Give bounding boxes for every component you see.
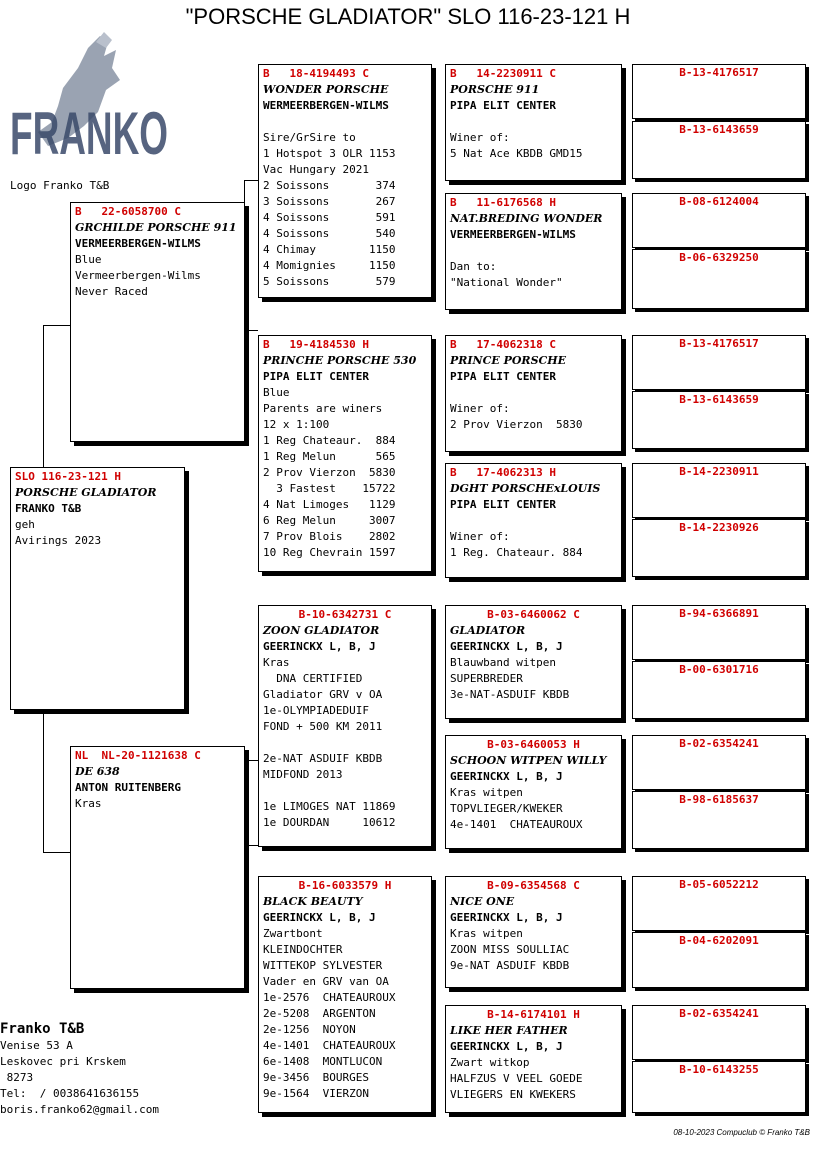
ds-line: MIDFOND 2013 xyxy=(263,768,343,781)
dam-line: Kras xyxy=(75,797,102,810)
sdd-name: DGHT PORSCHExLOUIS xyxy=(450,482,601,495)
gen5-card xyxy=(632,932,806,988)
dsd-line: 4e-1401 CHATEAUROUX xyxy=(450,818,583,831)
sss-line: 5 Nat Ace KBDB GMD15 xyxy=(450,147,583,160)
sd-line: 4 Nat Limoges 1129 xyxy=(263,498,396,511)
subject-owner: FRANKO T&B xyxy=(15,502,82,515)
dss-line: Blauwband witpen xyxy=(450,656,556,669)
ds-line: Gladiator GRV v OA xyxy=(263,688,383,701)
dds-line: ZOON MISS SOULLIAC xyxy=(450,943,570,956)
dd-line: WITTEKOP SYLVESTER xyxy=(263,959,383,972)
ss-owner: WERMEERBERGEN-WILMS xyxy=(263,99,389,112)
sss-owner: PIPA ELIT CENTER xyxy=(450,99,556,112)
dds-card xyxy=(445,876,622,988)
ds-line: 1e LIMOGES NAT 11869 xyxy=(263,800,396,813)
ddd-name: LIKE HER FATHER xyxy=(450,1024,568,1037)
dsd-ring: B-03-6460053 H xyxy=(487,738,580,751)
dsd-line: TOPVLIEGER/KWEKER xyxy=(450,802,563,815)
ssd-line xyxy=(450,243,617,259)
franko-logo xyxy=(8,28,178,168)
dd-line: KLEINDOCHTER xyxy=(263,943,343,956)
gen5-ring: B-14-2230926 xyxy=(679,521,759,534)
dss-line: 3e-NAT-ASDUIF KBDB xyxy=(450,688,570,701)
gen5-card xyxy=(632,1005,806,1060)
gen5-card xyxy=(632,1061,806,1113)
ds-line: 2e-NAT ASDUIF KBDB xyxy=(263,752,383,765)
gen5-ring: B-13-4176517 xyxy=(679,337,759,350)
sd-line: 10 Reg Chevrain 1597 xyxy=(263,546,396,559)
ddd-line: Zwart witkop xyxy=(450,1056,530,1069)
gen5-card xyxy=(632,391,806,449)
footer-credit: 08-10-2023 Compuclub © Franko T&B xyxy=(673,1128,810,1137)
ssd-owner: VERMEERBERGEN-WILMS xyxy=(450,228,576,241)
subject-card xyxy=(10,467,185,710)
svg-text:FRANKO: FRANKO xyxy=(10,100,168,167)
email: boris.franko62@gmail.com xyxy=(0,1103,159,1116)
ddd-card xyxy=(445,1005,622,1113)
dd-ring: B-16-6033579 H xyxy=(298,879,392,892)
dss-name: GLADIATOR xyxy=(450,624,526,637)
sss-line: Winer of: xyxy=(450,131,510,144)
dsd-owner: GEERINCKX L, B, J xyxy=(450,770,563,783)
sire-line: Blue xyxy=(75,253,102,266)
dss-owner: GEERINCKX L, B, J xyxy=(450,640,563,653)
address-line: Leskovec pri Krskem xyxy=(0,1055,126,1068)
dd-line: Zwartbont xyxy=(263,927,323,940)
gen5-card xyxy=(632,64,806,119)
gen5-card xyxy=(632,193,806,248)
dss-line: SUPERBREDER xyxy=(450,672,523,685)
subject-ring: SLO 116-23-121 H xyxy=(15,470,121,483)
ssd-name: NAT.BREDING WONDER xyxy=(450,212,603,225)
sss-ring: B 14-2230911 C xyxy=(450,67,556,80)
dds-line: Kras witpen xyxy=(450,927,523,940)
sire-name: GRCHILDE PORSCHE 911 xyxy=(75,221,237,234)
sd-line: Parents are winers xyxy=(263,402,383,415)
sire-owner: VERMEERBERGEN-WILMS xyxy=(75,237,201,250)
ss-line: 1 Hotspot 3 OLR 1153 xyxy=(263,147,396,160)
subject-line: Avirings 2023 xyxy=(15,534,102,547)
sire-ring: B 22-6058700 C xyxy=(75,205,181,218)
sire-line: Never Raced xyxy=(75,285,148,298)
ss-line: Sire/GrSire to xyxy=(263,131,356,144)
sd-line: Blue xyxy=(263,386,290,399)
dd-card xyxy=(258,876,432,1113)
ds-line: FOND + 500 KM 2011 xyxy=(263,720,383,733)
gen5-ring: B-13-4176517 xyxy=(679,66,759,79)
ds-owner: GEERINCKX L, B, J xyxy=(263,640,376,653)
sd-owner: PIPA ELIT CENTER xyxy=(263,370,369,383)
sdd-line: 1 Reg. Chateaur. 884 xyxy=(450,546,583,559)
ds-name: ZOON GLADIATOR xyxy=(263,624,380,637)
sds-owner: PIPA ELIT CENTER xyxy=(450,370,556,383)
gen5-ring: B-94-6366891 xyxy=(679,607,759,620)
sd-line: 2 Prov Vierzon 5830 xyxy=(263,466,396,479)
dsd-line: Kras witpen xyxy=(450,786,523,799)
ss-line: 4 Soissons 591 xyxy=(263,211,396,224)
sdd-line xyxy=(450,513,617,529)
subject-line: geh xyxy=(15,518,35,531)
dd-name: BLACK BEAUTY xyxy=(263,895,363,908)
dds-ring: B-09-6354568 C xyxy=(487,879,580,892)
gen5-card xyxy=(632,661,806,719)
gen5-ring: B-06-6329250 xyxy=(679,251,759,264)
sd-ring: B 19-4184530 H xyxy=(263,338,369,351)
sd-line: 1 Reg Chateaur. 884 xyxy=(263,434,396,447)
dd-line: 1e-2576 CHATEAUROUX xyxy=(263,991,396,1004)
dam-name: DE 638 xyxy=(75,765,120,778)
sdd-ring: B 17-4062313 H xyxy=(450,466,556,479)
dd-line: 6e-1408 MONTLUCON xyxy=(263,1055,383,1068)
ddd-owner: GEERINCKX L, B, J xyxy=(450,1040,563,1053)
gen5-ring: B-02-6354241 xyxy=(679,737,759,750)
gen5-ring: B-14-2230911 xyxy=(679,465,759,478)
ss-line: 4 Chimay 1150 xyxy=(263,243,396,256)
ss-line xyxy=(263,114,427,130)
sd-card xyxy=(258,335,432,572)
ds-line xyxy=(263,783,427,799)
ss-card xyxy=(258,64,432,298)
address-line: Venise 53 A xyxy=(0,1039,73,1052)
gen5-card xyxy=(632,519,806,577)
gen5-card xyxy=(632,876,806,931)
sdd-line: Winer of: xyxy=(450,530,510,543)
sds-card xyxy=(445,335,622,452)
gen5-ring: B-08-6124004 xyxy=(679,195,759,208)
sd-line: 12 x 1:100 xyxy=(263,418,330,431)
ssd-card xyxy=(445,193,622,310)
dd-owner: GEERINCKX L, B, J xyxy=(263,911,376,924)
ss-ring: B 18-4194493 C xyxy=(263,67,369,80)
gen5-ring: B-13-6143659 xyxy=(679,393,759,406)
gen5-ring: B-98-6185637 xyxy=(679,793,759,806)
gen5-ring: B-10-6143255 xyxy=(679,1063,759,1076)
phone: Tel: / 0038641636155 xyxy=(0,1087,140,1100)
ss-line: Vac Hungary 2021 xyxy=(263,163,369,176)
sss-name: PORSCHE 911 xyxy=(450,83,540,96)
dsd-card xyxy=(445,735,622,849)
gen5-card xyxy=(632,735,806,790)
sire-card xyxy=(70,202,245,442)
ds-ring: B-10-6342731 C xyxy=(298,608,392,621)
gen5-card xyxy=(632,335,806,390)
dss-card xyxy=(445,605,622,719)
ds-line: DNA CERTIFIED xyxy=(263,672,363,685)
ds-card xyxy=(258,605,432,847)
ssd-ring: B 11-6176568 H xyxy=(450,196,556,209)
logo-caption: Logo Franko T&B xyxy=(10,179,110,192)
sd-line: 3 Fastest 15722 xyxy=(263,482,396,495)
ddd-ring: B-14-6174101 H xyxy=(487,1008,580,1021)
ssd-line: "National Wonder" xyxy=(450,276,563,289)
ss-line: 2 Soissons 374 xyxy=(263,179,396,192)
dds-name: NICE ONE xyxy=(450,895,515,908)
address-line: 8273 xyxy=(0,1071,34,1084)
dd-line: 4e-1401 CHATEAUROUX xyxy=(263,1039,396,1052)
dd-line: 9e-1564 VIERZON xyxy=(263,1087,369,1100)
dam-card xyxy=(70,746,245,989)
dd-line: 2e-1256 NOYON xyxy=(263,1023,356,1036)
sss-card xyxy=(445,64,622,181)
sd-line: 1 Reg Melun 565 xyxy=(263,450,396,463)
sire-line: Vermeerbergen-Wilms xyxy=(75,269,201,282)
ds-line: Kras xyxy=(263,656,290,669)
dss-ring: B-03-6460062 C xyxy=(487,608,580,621)
gen5-card xyxy=(632,249,806,309)
page-title: "PORSCHE GLADIATOR" SLO 116-23-121 H xyxy=(185,4,631,29)
sdd-owner: PIPA ELIT CENTER xyxy=(450,498,556,511)
dsd-name: SCHOON WITPEN WILLY xyxy=(450,754,607,767)
sd-line: 7 Prov Blois 2802 xyxy=(263,530,396,543)
gen5-ring: B-04-6202091 xyxy=(679,934,759,947)
gen5-card xyxy=(632,121,806,179)
gen5-card xyxy=(632,791,806,849)
ddd-line: HALFZUS V VEEL GOEDE xyxy=(450,1072,583,1085)
sds-line xyxy=(450,385,617,401)
gen5-ring: B-13-6143659 xyxy=(679,123,759,136)
sds-line: Winer of: xyxy=(450,402,510,415)
ddd-line: VLIEGERS EN KWEKERS xyxy=(450,1088,576,1101)
gen5-ring: B-00-6301716 xyxy=(679,663,759,676)
ss-line: 5 Soissons 579 xyxy=(263,275,396,288)
owner-name: Franko T&B xyxy=(0,1021,85,1037)
subject-name: PORSCHE GLADIATOR xyxy=(15,486,157,499)
sdd-card xyxy=(445,463,622,578)
gen5-ring: B-05-6052212 xyxy=(679,878,759,891)
ss-line: 3 Soissons 267 xyxy=(263,195,396,208)
ds-line: 1e-OLYMPIADEDUIF xyxy=(263,704,369,717)
gen5-card xyxy=(632,463,806,518)
gen5-ring: B-02-6354241 xyxy=(679,1007,759,1020)
dd-line: Vader en GRV van OA xyxy=(263,975,389,988)
gen5-card xyxy=(632,605,806,660)
dam-owner: ANTON RUITENBERG xyxy=(75,781,181,794)
dds-owner: GEERINCKX L, B, J xyxy=(450,911,563,924)
ds-line: 1e DOURDAN 10612 xyxy=(263,816,396,829)
ss-line: 4 Momignies 1150 xyxy=(263,259,396,272)
sds-ring: B 17-4062318 C xyxy=(450,338,556,351)
owner-address xyxy=(0,1020,159,1118)
ss-name: WONDER PORSCHE xyxy=(263,83,389,96)
ds-line xyxy=(263,735,427,751)
sds-line: 2 Prov Vierzon 5830 xyxy=(450,418,583,431)
dam-ring: NL NL-20-1121638 C xyxy=(75,749,201,762)
dds-line: 9e-NAT ASDUIF KBDB xyxy=(450,959,570,972)
ssd-line: Dan to: xyxy=(450,260,497,273)
sd-name: PRINCHE PORSCHE 530 xyxy=(263,354,417,367)
dd-line: 2e-5208 ARGENTON xyxy=(263,1007,376,1020)
sss-line xyxy=(450,114,617,130)
sd-line: 6 Reg Melun 3007 xyxy=(263,514,396,527)
sds-name: PRINCE PORSCHE xyxy=(450,354,567,367)
ss-line: 4 Soissons 540 xyxy=(263,227,396,240)
dd-line: 9e-3456 BOURGES xyxy=(263,1071,369,1084)
